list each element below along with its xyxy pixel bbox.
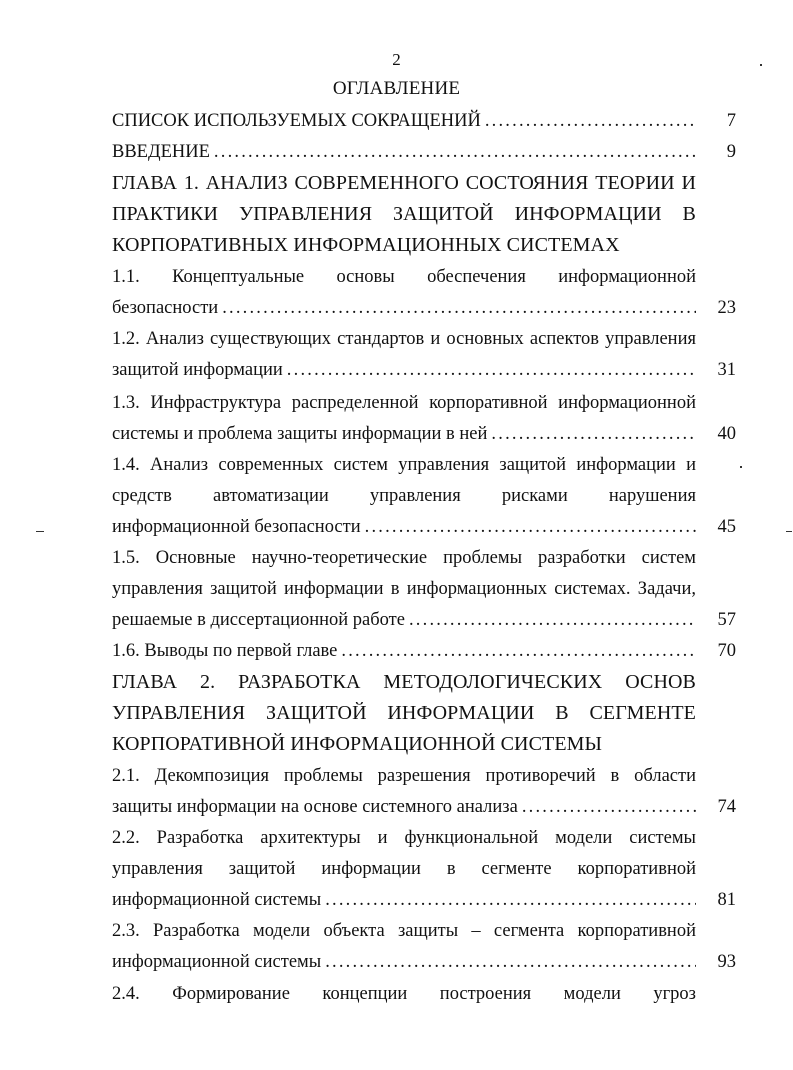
toc-page-number: 7	[726, 111, 736, 131]
toc-page-number: 9	[726, 142, 736, 162]
scan-speck	[760, 64, 762, 66]
toc-entry-1-1-last: безопасности .....	[112, 297, 696, 319]
toc-entry-abbreviations: СПИСОК ИСПОЛЬЗУЕМЫХ СОКРАЩЕНИЙ .....	[112, 110, 696, 132]
toc-entry-1-6: 1.6. Выводы по первой главе .....	[112, 640, 696, 662]
toc-entry-1-4-line: 1.4. Анализ современных систем управления защитой информации и	[112, 455, 696, 475]
toc-entry-1-5-line: управления защитой информации в информационных системах. Задачи,	[112, 579, 696, 599]
toc-entry-2-3-last: информационной системы .....	[112, 951, 696, 973]
scan-speck	[740, 466, 742, 468]
toc-chapter-1-heading-line: ПРАКТИКИ УПРАВЛЕНИЯ ЗАЩИТОЙ ИНФОРМАЦИИ В	[112, 203, 696, 225]
toc-page-number: 23	[717, 298, 736, 318]
page-number: 2	[392, 50, 401, 69]
toc-page-number: 81	[717, 890, 736, 910]
toc-entry-2-1-last: защиты информации на основе системного анализа .....	[112, 796, 696, 818]
toc-entry-1-4-line: средств автоматизации управления рисками нарушения	[112, 486, 696, 506]
toc-chapter-2-heading-line: КОРПОРАТИВНОЙ ИНФОРМАЦИОННОЙ СИСТЕМЫ	[112, 733, 603, 755]
toc-entry-2-2-line: управления защитой информации в сегменте корпоративной	[112, 859, 696, 879]
toc-page-number: 45	[717, 517, 736, 537]
toc-entry-1-1-line: 1.1. Концептуальные основы обеспечения информационной	[112, 267, 696, 287]
toc-title: ОГЛАВЛЕНИЕ	[332, 78, 461, 99]
toc-chapter-2-heading-line: ГЛАВА 2. РАЗРАБОТКА МЕТОДОЛОГИЧЕСКИХ ОСНОВ	[112, 671, 696, 693]
scan-speck	[36, 531, 44, 532]
toc-entry-2-2-line: 2.2. Разработка архитектуры и функциональной модели системы	[112, 828, 696, 848]
toc-entry-2-3-line: 2.3. Разработка модели объекта защиты – сегмента корпоративной	[112, 921, 696, 941]
toc-page-number: 93	[717, 952, 736, 972]
toc-chapter-1-heading-line: КОРПОРАТИВНЫХ ИНФОРМАЦИОННЫХ СИСТЕМАХ	[112, 234, 620, 256]
toc-entry-introduction: ВВЕДЕНИЕ .....	[112, 141, 696, 163]
toc-chapter-2-heading-line: УПРАВЛЕНИЯ ЗАЩИТОЙ ИНФОРМАЦИИ В СЕГМЕНТЕ	[112, 702, 696, 724]
toc-page-number: 70	[717, 641, 736, 661]
toc-chapter-1-heading-line: ГЛАВА 1. АНАЛИЗ СОВРЕМЕННОГО СОСТОЯНИЯ ТЕОРИИ И	[112, 172, 696, 194]
toc-entry-2-4-line: 2.4. Формирование концепции построения модели угроз	[112, 984, 696, 1004]
toc-page-number: 40	[717, 424, 736, 444]
toc-entry-1-4-last: информационной безопасности .....	[112, 516, 696, 538]
toc-entry-1-3-last: системы и проблема защиты информации в ней .....	[112, 423, 696, 445]
toc-entry-2-1-line: 2.1. Декомпозиция проблемы разрешения противоречий в области	[112, 766, 696, 786]
scan-speck	[786, 531, 792, 532]
toc-entry-1-2-line: 1.2. Анализ существующих стандартов и основных аспектов управления	[112, 329, 696, 349]
toc-page-number: 57	[717, 610, 736, 630]
toc-entry-1-5-line: 1.5. Основные научно-теоретические проблемы разработки систем	[112, 548, 696, 568]
toc-entry-1-2-last: защитой информации .....	[112, 359, 696, 381]
toc-entry-1-5-last: решаемые в диссертационной работе .....	[112, 609, 696, 631]
toc-page-number: 31	[717, 360, 736, 380]
toc-entry-2-2-last: информационной системы .....	[112, 889, 696, 911]
toc-entry-1-3-line: 1.3. Инфраструктура распределенной корпоративной информационной	[112, 393, 696, 413]
toc-page-number: 74	[717, 797, 736, 817]
